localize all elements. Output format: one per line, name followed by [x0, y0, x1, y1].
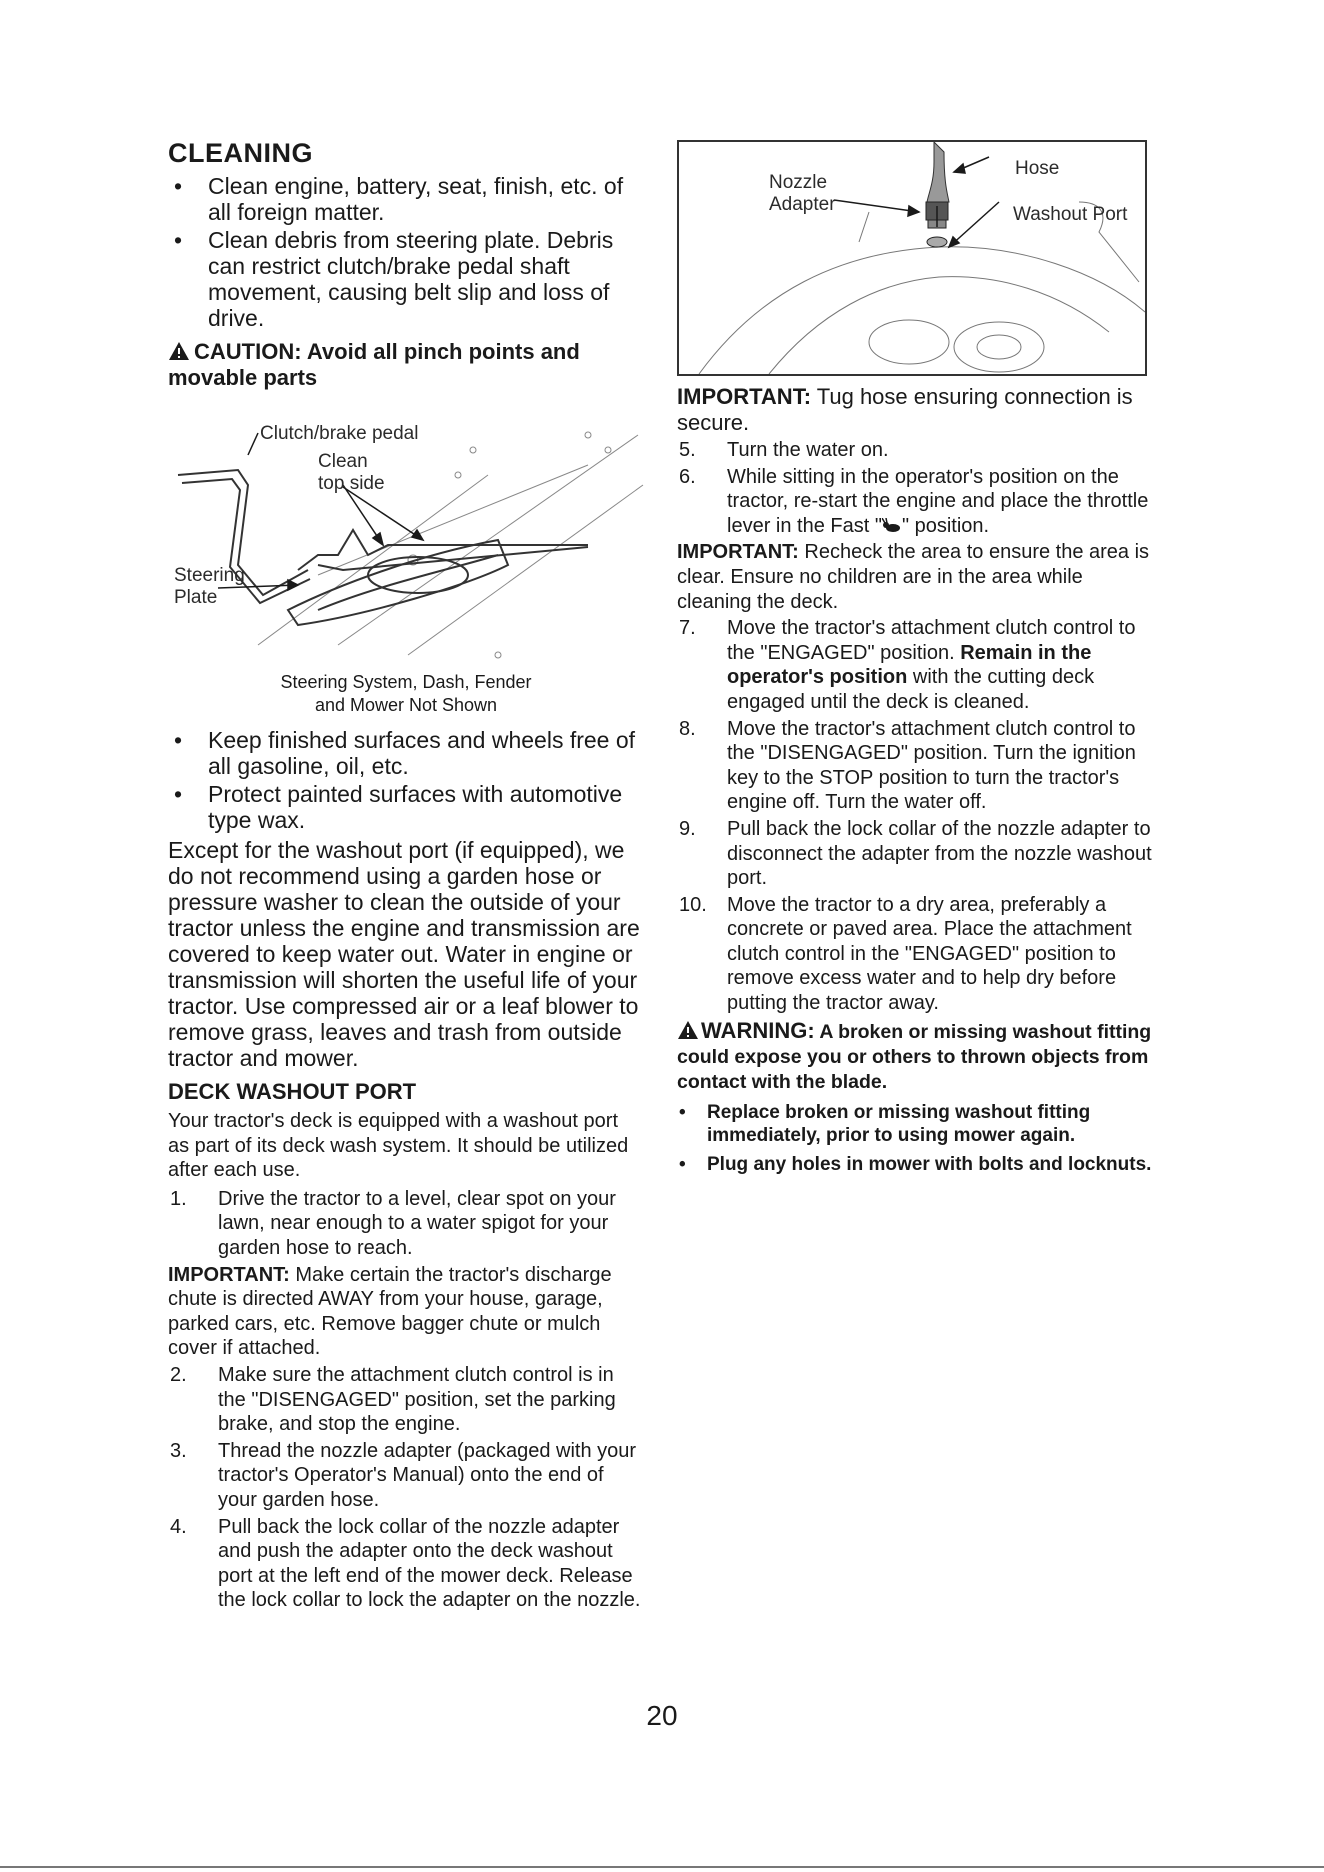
warning-text: A broken or missing washout fitting could expose you or others to thrown objects from contact with the blade.: [677, 1020, 1152, 1093]
list-item: 4. Pull back the lock collar of the nozzle adapter and push the adapter onto the deck washout port at the left end of the mower deck. Release the lock collar to lock the adapter on the nozzle.: [170, 1515, 641, 1612]
washout-port-illustration: [679, 142, 1145, 374]
clutch-brake-pedal-label: Clutch/brake pedal: [260, 423, 419, 444]
steering-label: Steering: [174, 565, 245, 586]
deck-washout-heading: DECK WASHOUT PORT: [168, 1079, 417, 1104]
washout-port-label: Washout Port: [1013, 204, 1128, 225]
steps-list-d: [677, 616, 1153, 1016]
list-item: 2. Make sure the attachment clutch control is in the "DISENGAGED" position, set the parking brake, and stop the engine.: [170, 1363, 616, 1436]
warning-notice: [677, 1018, 1153, 1095]
important-note-2: IMPORTANT: Tug hose ensuring connection is secure.: [677, 384, 1133, 435]
list-item: • Clean debris from steering plate. Debris can restrict clutch/brake pedal shaft movement, causing belt slip and loss of drive.: [168, 227, 644, 331]
list-item: 9. Pull back the lock collar of the nozzle adapter to disconnect the adapter from the nozzle washout port.: [679, 817, 1152, 890]
warning-bullets: [677, 1101, 1153, 1176]
important-note-3: IMPORTANT: Recheck the area to ensure the area is clear. Ensure no children are in the area while cleaning the deck.: [677, 541, 1150, 613]
list-item: 10. Move the tractor to a dry area, preferably a concrete or paved area. Place the attachment clutch control in the "ENGAGED" position to remove excess water and to help dry before putting the tractor away.: [679, 893, 1132, 1015]
steps-list-a: [168, 1187, 644, 1261]
list-item: • Replace broken or missing washout fitting immediately, prior to using mower again.: [677, 1101, 1153, 1147]
list-item: • Plug any holes in mower with bolts and locknuts.: [677, 1153, 1153, 1176]
cleaning-bullets: [168, 173, 644, 331]
washout-intro: Your tractor's deck is equipped with a washout port as part of its deck wash system. It should be utilized after each use.: [168, 1110, 629, 1182]
warning-triangle-icon: [677, 1020, 699, 1040]
nozzle-label: Nozzle: [769, 172, 828, 193]
clean-label: Clean: [318, 451, 368, 472]
washout-port-figure: [677, 140, 1147, 376]
rabbit-fast-icon: [882, 518, 902, 534]
list-item: 5. Turn the water on.: [679, 439, 889, 461]
steering-plate-figure: [168, 395, 644, 665]
list-item: • Clean engine, battery, seat, finish, etc. of all foreign matter.: [168, 173, 644, 225]
left-column: [168, 138, 644, 1615]
page-number: 20: [646, 1700, 678, 1731]
list-item: 8. Move the tractor's attachment clutch control to the "DISENGAGED" position. Turn the ignition key to the STOP position to turn the tractor's engine off. Turn the water off.: [679, 717, 1136, 814]
washer-paragraph: Except for the washout port (if equipped), we do not recommend using a garden hose or pressure washer to clean the outside of your tractor unless the engine and transmission are covered to keep water out. Water in engine or transmission will shorten the useful life of your tractor. Use compressed air or a leaf blower to remove grass, leaves and trash from outside tractor and mower.: [168, 837, 640, 1071]
right-column: [677, 140, 1153, 1182]
steps-list-c: [677, 438, 1153, 538]
list-item: 1. Drive the tractor to a level, clear spot on your lawn, near enough to a water spigot for your garden hose to reach.: [170, 1187, 616, 1259]
caution-label: CAUTION:: [194, 339, 302, 364]
list-item: 7. Move the tractor's attachment clutch control to the "ENGAGED" position. Remain in the operator's position with the cutting deck engaged until the deck is cleaned.: [679, 617, 1136, 713]
list-item: • Protect painted surfaces with automotive type wax.: [168, 781, 644, 833]
warning-triangle-icon: [168, 341, 190, 361]
adapter-label: Adapter: [769, 194, 836, 215]
bottom-divider: [0, 1866, 1324, 1868]
caution-notice: [168, 339, 644, 391]
surface-bullets: [168, 727, 644, 833]
important-note-1: IMPORTANT: Make certain the tractor's discharge chute is directed AWAY from your house, garage, parked cars, etc. Remove bagger chute or mulch cover if attached.: [168, 1263, 612, 1360]
hose-label: Hose: [1015, 158, 1060, 179]
figure1-caption: Steering System, Dash, Fender and Mower Not Shown: [280, 672, 532, 715]
steps-list-b: [168, 1363, 644, 1613]
top-side-label: top side: [318, 473, 385, 494]
plate-label: Plate: [174, 587, 218, 608]
list-item: 3. Thread the nozzle adapter (packaged with your tractor's Operator's Manual) onto the end of your garden hose.: [170, 1439, 637, 1511]
list-item: • Keep finished surfaces and wheels free of all gasoline, oil, etc.: [168, 727, 644, 779]
warning-label: WARNING:: [701, 1017, 815, 1043]
list-item: 6. While sitting in the operator's position on the tractor, re-start the engine and place the throttle lever in the Fast " " position.: [679, 465, 1149, 537]
caution-text: Avoid all pinch points and movable parts: [168, 339, 580, 390]
cleaning-heading: CLEANING: [168, 138, 313, 168]
